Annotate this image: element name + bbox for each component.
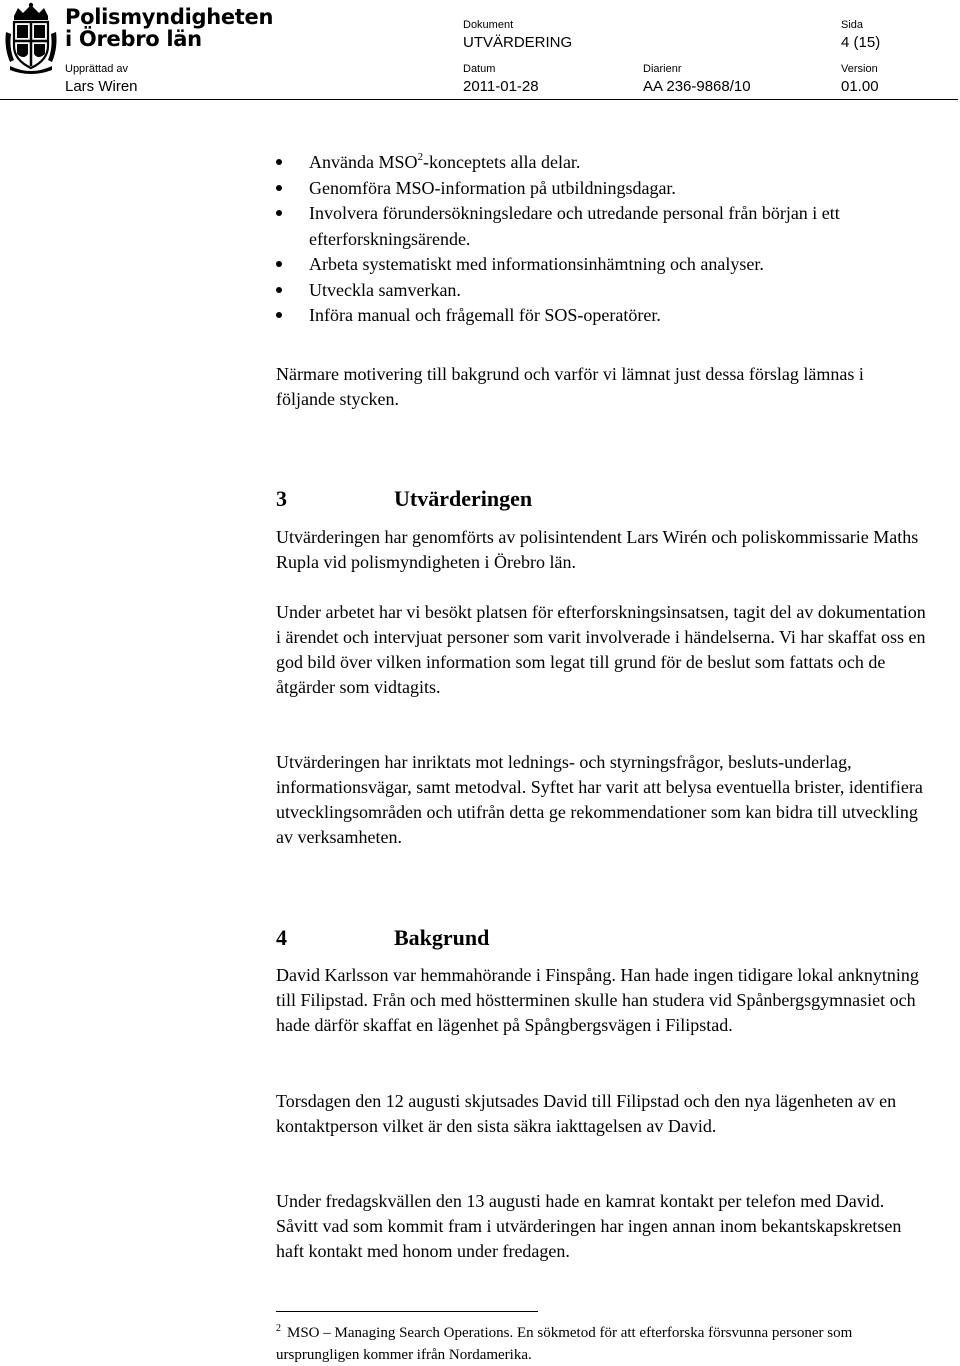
- organization-name: [65, 6, 273, 50]
- section-title: Bakgrund: [394, 925, 490, 950]
- document-value: UTVÄRDERING: [463, 34, 573, 51]
- paragraph: Under fredagskvällen den 13 augusti hade en kamrat kontakt per telefon med David. Såvitt vad som kommit fram i utvärderingen har ingen annan inom bekantskapskretsen haft kontakt med honom under fredagen.: [276, 1191, 902, 1261]
- recommendation-list: [276, 150, 936, 329]
- coat-of-arms-icon: [4, 2, 58, 74]
- footnote: [276, 1322, 916, 1366]
- footnote-marker: 2: [276, 1323, 281, 1334]
- organization-line-1: Polismyndigheten: [65, 5, 274, 29]
- header-divider: [0, 99, 958, 100]
- bullet-icon: [276, 312, 282, 318]
- page-label: Sida: [841, 19, 864, 31]
- bullet-icon: [276, 210, 282, 216]
- organization-line-2: i Örebro län: [65, 27, 202, 51]
- intro-paragraph: Närmare motivering till bakgrund och varför vi lämnat just dessa förslag lämnas i följande stycken.: [276, 364, 864, 409]
- bullet-icon: [276, 261, 282, 267]
- paragraph: Torsdagen den 12 augusti skjutsades David till Filipstad och den nya lägenheten av en kontaktperson vilket är den sista säkra iakttagelsen av David.: [276, 1091, 897, 1136]
- list-item: Utveckla samverkan.: [276, 278, 936, 304]
- section-title: Utvärderingen: [394, 486, 533, 511]
- footnote-reference: 2: [417, 151, 423, 163]
- list-item: Genomföra MSO-information på utbildningsdagar.: [276, 176, 936, 202]
- version-label: Version: [841, 63, 878, 75]
- section-number: 4: [276, 925, 287, 950]
- footnote-text: MSO – Managing Search Operations. En sökmetod för att efterforska försvunna personer som ursprungligen kommer ifrån Nordamerika.: [276, 1325, 853, 1363]
- date-label: Datum: [463, 63, 496, 75]
- date-value: 2011-01-28: [463, 78, 539, 95]
- bullet-icon: [276, 159, 282, 165]
- version-value: 01.00: [841, 78, 879, 95]
- list-item: Använda MSO$^2$-konceptets alla delar.: [276, 150, 936, 176]
- section-3-heading: [276, 486, 532, 512]
- section-4-heading: [276, 925, 489, 951]
- section-number: 3: [276, 486, 287, 511]
- page-value: 4 (15): [841, 34, 881, 51]
- bullet-icon: [276, 287, 282, 293]
- paragraph: Under arbetet har vi besökt platsen för efterforskningsinsatsen, tagit del av dokumentation i ärendet och intervjuat personer som varit involverade i händelserna. Vi har skaffat oss en god bild över vilken information som legat till grund för de beslut som fattats och de åtgärder som vidtagits.: [276, 602, 926, 697]
- paragraph: Utvärderingen har inriktats mot lednings- och styrningsfrågor, besluts-underlag, informationsvägar, samt metodval. Syftet har varit att belysa eventuella brister, identifiera utvecklingsområden och utifrån detta ge rekommendationer som kan bidra till utveckling av verksamheten.: [276, 752, 923, 847]
- list-item: Involvera förundersökningsledare och utredande personal från början i ett efterforskningsärende.: [276, 201, 936, 252]
- case-number-value: AA 236-9868/10: [643, 78, 751, 95]
- list-item: Arbeta systematiskt med informationsinhämtning och analyser.: [276, 252, 936, 278]
- document-header: [0, 0, 960, 100]
- bullet-icon: [276, 185, 282, 191]
- footnote-divider: [276, 1311, 538, 1312]
- paragraph: David Karlsson var hemmahörande i Finspång. Han hade ingen tidigare lokal anknytning till Filipstad. Från och med höstterminen skulle han studera vid Spånbergsgymnasiet och hade därför skaffat en lägenhet på Spångbergsvägen i Filipstad.: [276, 965, 919, 1035]
- paragraph: Utvärderingen har genomförts av polisintendent Lars Wirén och poliskommissarie Maths Rupla vid polismyndigheten i Örebro län.: [276, 527, 919, 572]
- author-label: Upprättad av: [65, 63, 128, 75]
- list-item: Införa manual och frågemall för SOS-operatörer.: [276, 303, 936, 329]
- case-number-label: Diarienr: [643, 63, 682, 75]
- document-label: Dokument: [463, 19, 514, 31]
- author-value: Lars Wiren: [65, 78, 138, 95]
